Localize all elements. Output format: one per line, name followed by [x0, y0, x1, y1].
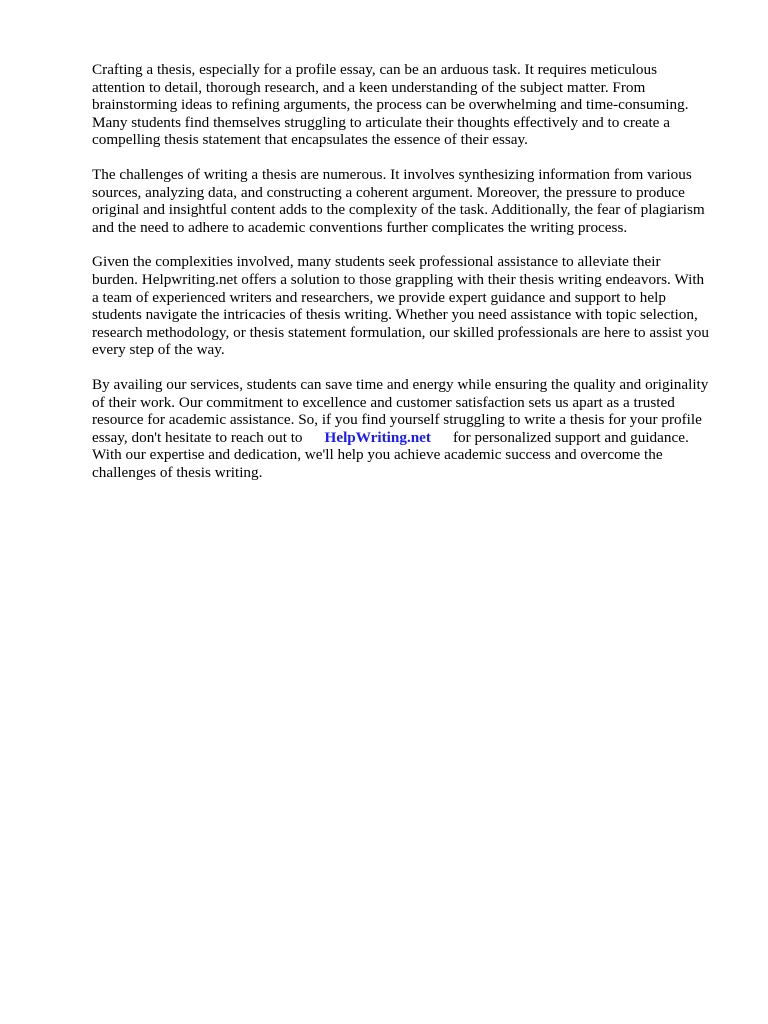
text-line: students navigate the intricacies of thesis writing. Whether you need assistance with topic selection, [92, 306, 698, 324]
helpwriting-link[interactable]: HelpWriting.net [324, 428, 431, 446]
paragraph-3 [92, 253, 732, 359]
text-line: challenges of thesis writing. [92, 463, 263, 481]
text-line: original and insightful content adds to the complexity of the task. Additionally, the fear of plagiarism [92, 201, 705, 219]
text-line: burden. Helpwriting.net offers a solution to those grappling with their thesis writing endeavors. With [92, 270, 705, 288]
text-line: a team of experienced writers and researchers, we provide expert guidance and support to help [92, 288, 666, 306]
paragraph-1 [92, 61, 732, 149]
text-line: of their work. Our commitment to excellence and customer satisfaction sets us apart as a trusted [92, 393, 675, 411]
document-body [92, 61, 732, 498]
text-line: every step of the way. [92, 341, 225, 359]
text-line: Given the complexities involved, many students seek professional assistance to alleviate their [92, 253, 661, 271]
text-line: resource for academic assistance. So, if you find yourself struggling to write a thesis for your profile [92, 411, 702, 429]
text-line: The challenges of writing a thesis are numerous. It involves synthesizing information from various [92, 165, 692, 183]
text-line: By availing our services, students can save time and energy while ensuring the quality and originality [92, 375, 709, 393]
text-line-with-link [92, 429, 732, 447]
link-line-after: for personalized support and guidance. [453, 428, 689, 446]
text-line: attention to detail, thorough research, and a keen understanding of the subject matter. From [92, 78, 646, 96]
text-line: brainstorming ideas to refining arguments, the process can be overwhelming and time-consuming. [92, 96, 689, 114]
paragraph-2 [92, 166, 732, 236]
text-line: With our expertise and dedication, we'll help you achieve academic success and overcome the [92, 446, 663, 464]
link-line-before: essay, don't hesitate to reach out to [92, 428, 303, 446]
paragraph-4 [92, 376, 732, 482]
text-line: sources, analyzing data, and constructing a coherent argument. Moreover, the pressure to produce [92, 183, 685, 201]
text-line: Many students find themselves struggling to articulate their thoughts effectively and to create a [92, 113, 670, 131]
text-line: research methodology, or thesis statement formulation, our skilled professionals are here to assist you [92, 323, 709, 341]
text-line: Crafting a thesis, especially for a profile essay, can be an arduous task. It requires meticulous [92, 61, 657, 78]
text-line: and the need to adhere to academic conventions further complicates the writing process. [92, 218, 628, 236]
text-line: compelling thesis statement that encapsulates the essence of their essay. [92, 131, 528, 149]
